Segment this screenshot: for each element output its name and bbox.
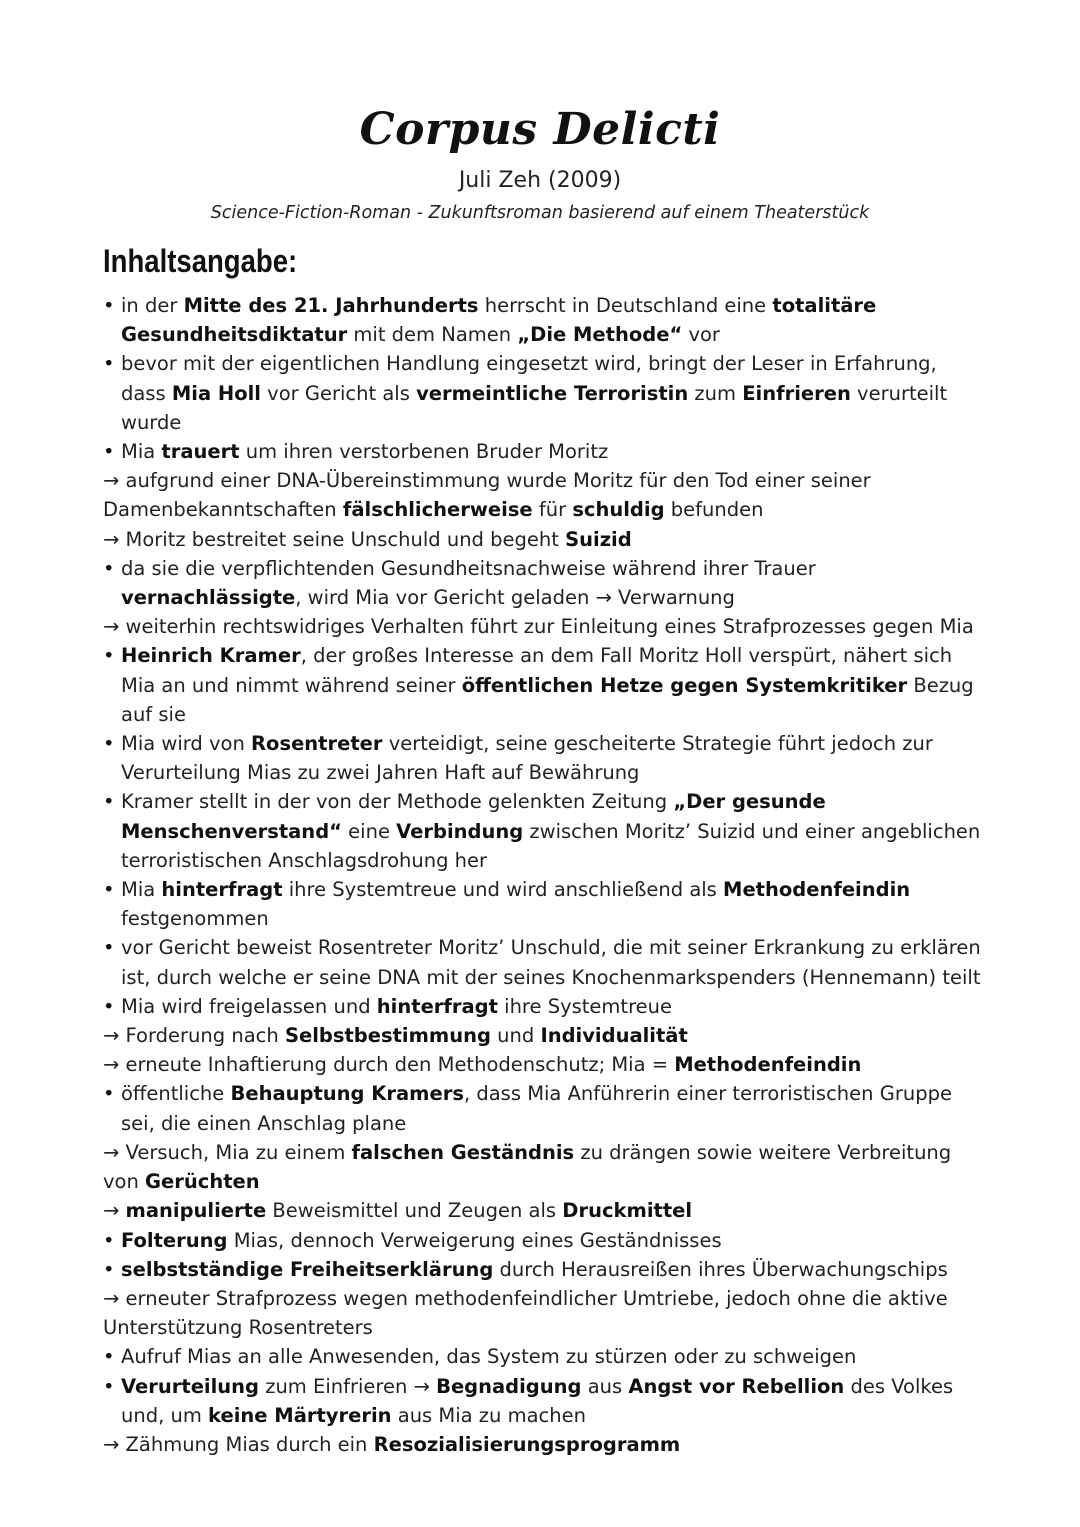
- body-text: zum: [688, 381, 743, 405]
- emphasis-text: Suizid: [565, 527, 632, 551]
- bullet-item: [103, 1255, 983, 1284]
- body-text: Kramer stellt in der von der Methode gelenkten Zeitung: [121, 790, 674, 814]
- emphasis-text: Druckmittel: [562, 1199, 693, 1223]
- bullet-item: [103, 1079, 983, 1137]
- emphasis-text: Angst vor Rebellion: [628, 1374, 845, 1398]
- bullet-item: [103, 992, 983, 1021]
- body-text: verteidigt, seine gescheiterte Strategie führt jedoch zur Verurteilung Mias zu zwei Jahren Haft auf Bewährung: [121, 732, 933, 785]
- emphasis-text: manipulierte: [125, 1199, 267, 1223]
- bullet-item: [103, 437, 983, 466]
- emphasis-text: Gerüchten: [145, 1170, 260, 1194]
- emphasis-text: trauert: [161, 440, 240, 464]
- emphasis-text: Folterung: [121, 1228, 228, 1252]
- body-text: befunden: [664, 498, 764, 522]
- body-text: verurteilt wurde: [121, 381, 948, 434]
- body-text: da sie die verpflichtenden Gesundheitsnachweise während ihrer Trauer: [121, 556, 816, 580]
- body-text: um ihren verstorbenen Bruder Moritz: [239, 440, 609, 464]
- arrow-item: [103, 1430, 983, 1459]
- body-text: → weiterhin rechtswidriges Verhalten führt zur Einleitung eines Strafprozesses gegen Mia: [103, 615, 974, 639]
- arrow-item: [103, 525, 983, 554]
- bullet-item: [103, 787, 983, 875]
- body-text: zum Einfrieren →: [259, 1374, 437, 1398]
- emphasis-text: Methodenfeindin: [723, 878, 911, 902]
- emphasis-text: Mitte des 21. Jahrhunderts: [183, 294, 479, 317]
- body-text: für: [532, 498, 573, 522]
- body-text: vor Gericht beweist Rosentreter Moritz’ Unschuld, die mit seiner Erkrankung zu erklären ist, durch welche er seine DNA mit der seines Knochenmarkspenders (Hennemann) teilt: [121, 936, 981, 989]
- bullet-item: [103, 1342, 983, 1371]
- emphasis-text: Behauptung Kramers: [230, 1082, 464, 1106]
- emphasis-text: Begnadigung: [436, 1374, 582, 1398]
- arrow-item: [103, 1050, 983, 1079]
- emphasis-text: schuldig: [572, 498, 665, 522]
- emphasis-text: hinterfragt: [376, 994, 498, 1018]
- body-text: → Versuch, Mia zu einem: [103, 1140, 352, 1164]
- body-text: Mia: [121, 878, 162, 902]
- body-text: → Moritz bestreitet seine Unschuld und begeht: [103, 527, 566, 551]
- body-text: ihre Systemtreue und wird anschließend als: [282, 878, 724, 902]
- bullet-item: [103, 349, 983, 437]
- body-text: vor Gericht als: [260, 381, 417, 405]
- arrow-item: [103, 1138, 983, 1196]
- arrow-item: [103, 1196, 983, 1225]
- body-text: , wird Mia vor Gericht geladen → Verwarnung: [295, 586, 735, 610]
- emphasis-text: vernachlässigte: [121, 586, 296, 610]
- body-text: festgenommen: [121, 907, 269, 931]
- body-text: → aufgrund einer DNA-Übereinstimmung wurde Moritz für den Tod einer seiner Damenbekanntschaften: [103, 469, 871, 522]
- body-text: Mia: [121, 440, 162, 464]
- emphasis-text: Einfrieren: [742, 381, 851, 405]
- body-text: →: [103, 1199, 126, 1223]
- body-text: Mias, dennoch Verweigerung eines Geständnisses: [227, 1228, 722, 1252]
- body-text: ihre Systemtreue: [497, 994, 673, 1018]
- arrow-item: [103, 1021, 983, 1050]
- body-text: vor: [682, 323, 720, 347]
- bullet-item: [103, 729, 983, 787]
- summary-list: [103, 291, 983, 1459]
- emphasis-text: Heinrich Kramer: [121, 644, 301, 668]
- emphasis-text: Methodenfeindin: [674, 1053, 862, 1077]
- genre-subtitle: Science-Fiction-Roman - Zukunftsroman basierend auf einem Theaterstück: [210, 203, 870, 223]
- bullet-item: [103, 933, 983, 991]
- emphasis-text: fälschlicherweise: [342, 498, 533, 522]
- emphasis-text: Selbstbestimmung: [284, 1024, 491, 1048]
- emphasis-text: öffentlichen Hetze gegen Systemkritiker: [461, 673, 908, 697]
- document-title: Corpus Delicti: [359, 104, 721, 155]
- body-text: → erneute Inhaftierung durch den Methodenschutz; Mia =: [103, 1053, 675, 1077]
- arrow-item: [103, 612, 983, 641]
- emphasis-text: Verurteilung: [121, 1374, 260, 1398]
- emphasis-text: Mia Holl: [171, 381, 261, 405]
- body-text: bevor mit der eigentlichen Handlung eingesetzt wird, bringt der Leser in Erfahrung, dass: [121, 352, 937, 405]
- body-text: , dass Mia Anführerin einer terroristischen Gruppe sei, die einen Anschlag plane: [121, 1082, 952, 1135]
- emphasis-text: vermeintliche Terroristin: [416, 381, 689, 405]
- emphasis-text: selbstständige Freiheitserklärung: [121, 1257, 494, 1281]
- emphasis-text: keine Märtyrerin: [208, 1403, 392, 1427]
- arrow-item: [103, 1284, 983, 1342]
- body-text: herrscht in Deutschland eine: [478, 294, 773, 317]
- body-text: Aufruf Mias an alle Anwesenden, das System zu stürzen oder zu schweigen: [121, 1345, 857, 1369]
- arrow-item: [103, 466, 983, 524]
- body-text: und: [490, 1024, 541, 1048]
- bullet-item: [103, 554, 983, 612]
- emphasis-text: hinterfragt: [161, 878, 283, 902]
- body-text: des Volkes und, um: [121, 1374, 954, 1427]
- body-text: öffentliche: [121, 1082, 231, 1106]
- body-text: aus Mia zu machen: [391, 1403, 586, 1427]
- body-text: aus: [581, 1374, 629, 1398]
- bullet-item: [103, 1226, 983, 1255]
- body-text: → Forderung nach: [103, 1024, 285, 1048]
- body-text: eine: [341, 819, 397, 843]
- emphasis-text: „Die Methode“: [517, 323, 683, 347]
- emphasis-text: Individualität: [540, 1024, 688, 1048]
- emphasis-text: totalitäre Gesundheitsdiktatur: [121, 294, 877, 347]
- body-text: zwischen Moritz’ Suizid und einer angeblichen terroristischen Anschlagsdrohung her: [121, 819, 981, 872]
- body-text: durch Herausreißen ihres Überwachungschips: [493, 1257, 948, 1281]
- emphasis-text: falschen Geständnis: [351, 1140, 575, 1164]
- body-text: → Zähmung Mias durch ein: [103, 1432, 374, 1456]
- body-text: Mia wird freigelassen und: [121, 994, 377, 1018]
- emphasis-text: Resozialisierungsprogramm: [373, 1432, 681, 1456]
- body-text: Mia wird von: [121, 732, 252, 756]
- bullet-item: [103, 641, 983, 729]
- emphasis-text: „Der gesunde Menschenverstand“: [121, 790, 826, 843]
- body-text: zu drängen sowie weitere Verbreitung von: [103, 1140, 952, 1194]
- body-text: Beweismittel und Zeugen als: [266, 1199, 563, 1223]
- body-text: Bezug auf sie: [121, 673, 974, 726]
- emphasis-text: Rosentreter: [251, 732, 383, 756]
- author-line: Juli Zeh (2009): [458, 168, 622, 193]
- bullet-item: [103, 291, 983, 349]
- body-text: in der: [121, 294, 184, 317]
- body-text: , der großes Interesse an dem Fall Moritz Holl verspürt, nähert sich Mia an und nimmt während seiner: [121, 644, 953, 697]
- body-text: mit dem Namen: [347, 323, 518, 347]
- body-text: → erneuter Strafprozess wegen methodenfeindlicher Umtriebe, jedoch ohne die aktive Unterstützung Rosentreters: [103, 1286, 948, 1340]
- bullet-item: [103, 875, 983, 933]
- section-heading: Inhaltsangabe:: [103, 243, 298, 279]
- emphasis-text: Verbindung: [396, 819, 524, 843]
- bullet-item: [103, 1372, 983, 1430]
